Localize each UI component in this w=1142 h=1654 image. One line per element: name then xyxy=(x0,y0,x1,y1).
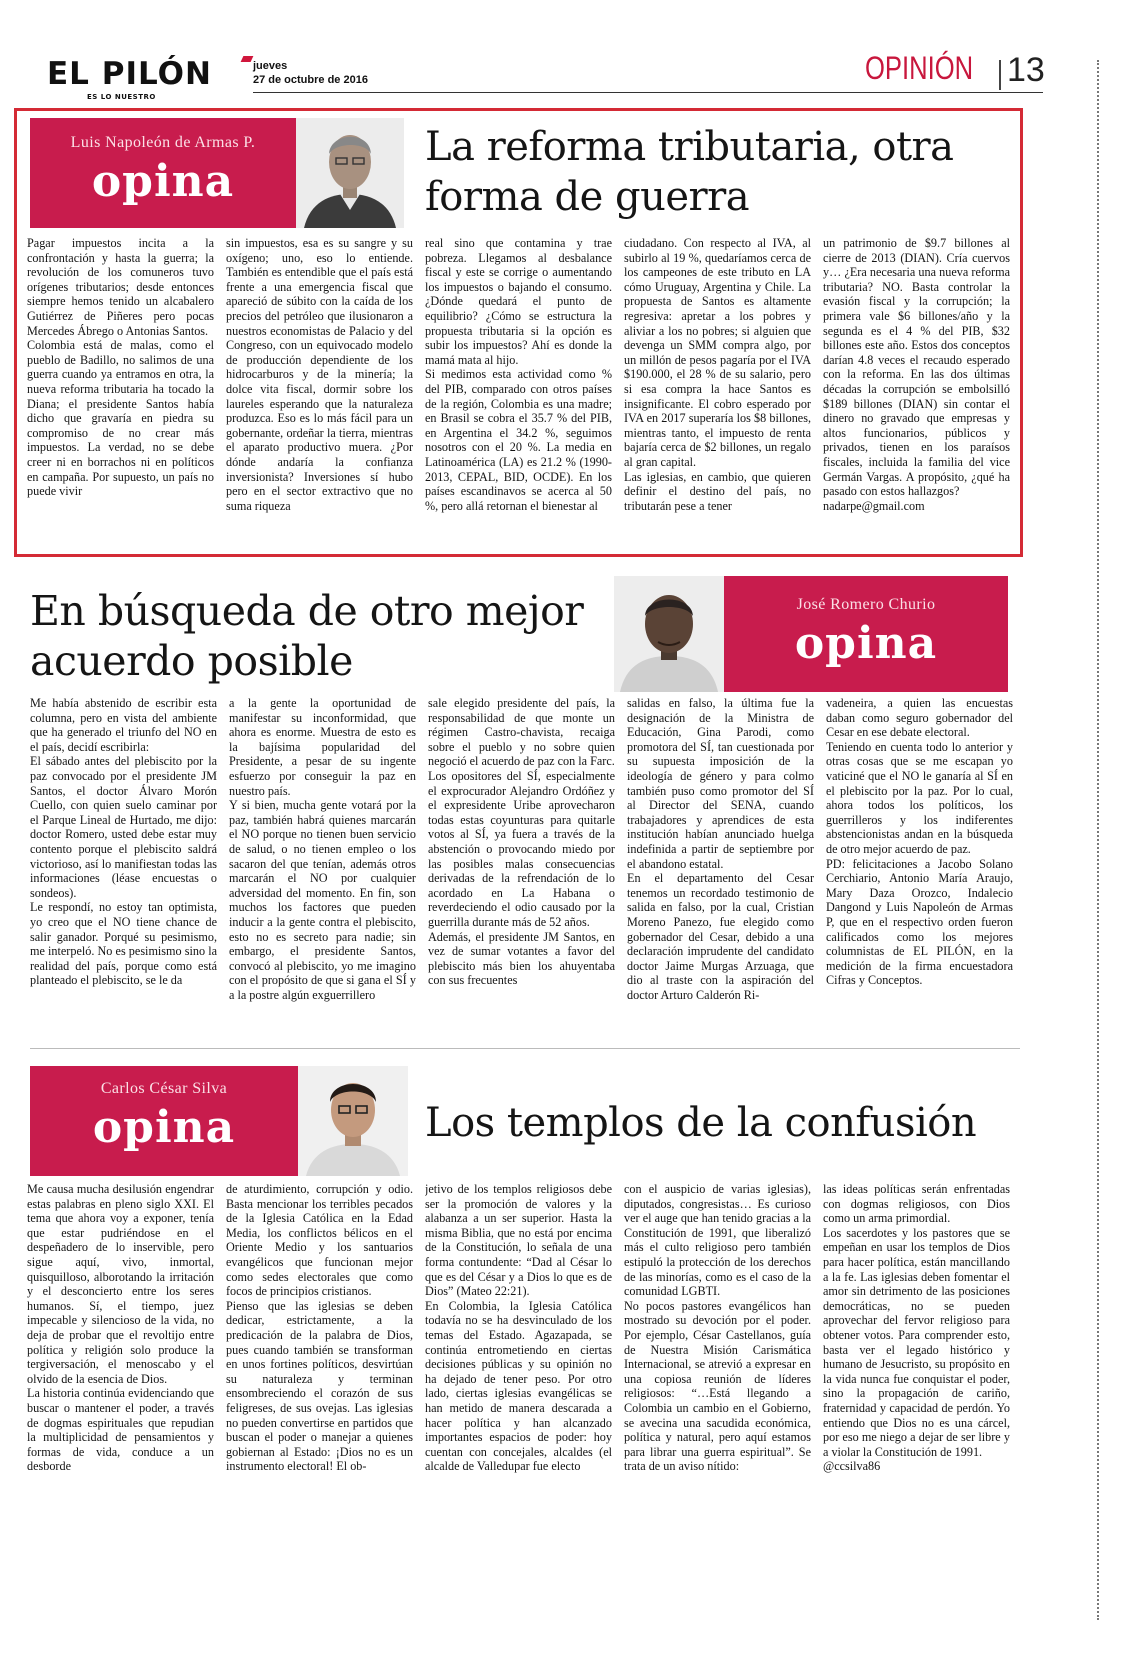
article-column: de aturdimiento, corrupción y odio. Basta mencionar los terribles pecados de la Iglesia Católica en la Edad Media, los conflictos bélicos en el Oriente Medio y los santuarios evangélicos que funcionan mejor como sedes electorales que como focos de principios cristianos. Pienso que las iglesias se deben dedicar, estrictamente, a la predicación de la palabra de Dios, pues cuando también se transforman en unos fortines políticos, desvirtúan su naturaleza y terminan ensombreciendo el corazón de sus feligreses, de sus ovejas. Las iglesias no pueden convertirse en partidos que buscan el poder o manejar a quienes gobiernan al Estado: ¡Dios no es un instrumento electoral! El ob- xyxy=(226,1182,413,1474)
masthead xyxy=(45,52,1045,102)
article-column: jetivo de los templos religiosos debe ser la promoción de valores y la alabanza a un ser superior. Hasta la misma Biblia, que no está por encima de la Constitución, lo señala de una forma contundente: “Dad al César lo que es del César y a Dios lo que es de Dios” (Mateo 22:21). En Colombia, la Iglesia Católica todavía no se ha desvinculado de los temas del Estado. Agazapada, se continúa entrometiendo en ciertas decisiones públicas y su opinión no ha dejado de tener peso. Por otro lado, ciertas iglesias evangélicas se han metido de manera descarada a hacer política y han alcanzado importantes espacios de poder: hoy cuentan con concejales, alcaldes (el alcalde de Valledupar fue electo xyxy=(425,1182,612,1474)
article-headline: Los templos de la confusión xyxy=(425,1100,977,1146)
article-body-1 xyxy=(27,236,1010,546)
author-photo xyxy=(296,118,404,228)
article-column: sale elegido presidente del país, la responsabilidad de que monte un régimen Castro-chavista, recaiga sobre el pueblo y no sobre quien negoció el acuerdo de paz con la Farc. Los opositores del SÍ, especialmente el exprocurador Alejandro Ordóñez y el expresidente Uribe aprovecharon todas estas coyunturas para quitarle votos al SÍ, ya fuera a través de la abstención o provocando miedo por las posibles malas consecuencias derivadas de la refrendación de lo acordado en La Habana o reverdeciendo el odio causado por la guerrilla durante más de 52 años. Además, el presidente JM Santos, en vez de sumar votantes a favor del plebiscito más bien los ahuyentaba con sus frecuentes xyxy=(428,696,615,988)
article-column: Pagar impuestos incita a la confrontación y hasta la guerra; la revolución de los comuneros tuvo orígenes tributarios; desde entonces siempre hemos tenido un alcabalero Gutiérrez de Piñeres pero pocas Mercedes Ábrego o Antonias Santos. Colombia está de malas, como el pueblo de Badillo, no salimos de una guerra cuando ya entramos en otra, la nueva reforma tributaria ha tocado la Diana; el presidente Santos había dicho que gravaría en piedra su compromiso de no crear más impuestos. La verdad, no se debe creer ni en borrachos ni en políticos en campaña. Por supuesto, un país no puede vivir xyxy=(27,236,214,499)
article-body-2 xyxy=(30,696,1013,1036)
author-name: Carlos César Silva xyxy=(100,1080,228,1097)
page-edge-dotted-line xyxy=(1097,60,1099,1620)
article-column: un patrimonio de $9.7 billones al cierre de 2013 (DIAN). Cría cuervos y… ¿Era necesaria una nueva reforma tributaria? NO. Basta controlar la evasión fiscal y la corrupción; la primera vale $6 billones/año y la segunda es el 4 % del PIB, $32 billones este año. Estos dos conceptos darían 4.8 veces el recaudo esperado con la reforma. En las dos últimas décadas la corrupción se embolsilló $189 billones (DIAN) sin contar el dinero no gravado que empresas y altos funcionarios, públicos y privados, tienen en los paraísos fiscales, incluida la familia del vice Germán Vargas. A propósito, ¿qué ha pasado con estos hallazgos? nadarpe@gmail.com xyxy=(823,236,1010,513)
section-divider xyxy=(30,1048,1020,1049)
issue-day: jueves xyxy=(253,60,288,72)
article-headline: En búsqueda de otro mejor acuerdo posible xyxy=(30,587,584,685)
author-photo xyxy=(298,1066,408,1176)
newspaper-logo: EL PILÓN xyxy=(47,56,212,92)
author-name: Luis Napoleón de Armas P. xyxy=(70,134,256,151)
article-column: a la gente la oportunidad de manifestar su inconformidad, que ahora es enorme. Muestra de esto es la bajísima popularidad del Presidente, a pesar de su ingente esfuerzo por conseguir la paz en nuestro país. Y si bien, mucha gente votará por la paz, también habrá quienes marcarán el NO porque no tienen buen servicio de salud, o no tienen empleo o los sacaron del que tenían, además otros marcarán el NO por cualquier adversidad del momento. En fin, son muchos los factores que pueden inducir a la gente contra el plebiscito, esto no es secreto para nadie; sin embargo, el presidente Santos, convocó al plebiscito, yo me imagino con el propósito de que si gana el SÍ y a la postre algún exguerrillero xyxy=(229,696,416,1002)
opina-banner-1 xyxy=(30,118,296,228)
author-name: José Romero Churio xyxy=(796,596,936,613)
opina-banner-2 xyxy=(724,576,1008,692)
article-column: sin impuestos, esa es su sangre y su oxígeno; uno, eso lo entiende. También es entendible que el país está frente a una emergencia fiscal que apareció de súbito con la caída de los precios del petróleo que ilusionaron a nuestros economistas de Palacio y del Congreso, con un equivocado modelo de producción dependiente de los hidrocarburos y de la minería; la dolce vita fiscal, dormir sobre los laureles esperando que la naturaleza produzca. Eso es lo más fácil para un gobernante, ordeñar la tierra, mientras el aparato productivo muera. ¿Por dónde andaría la confianza inversionista? Inversiones sí hubo pero en el sector extractivo que no suma riqueza xyxy=(226,236,413,513)
logo-accent-mark xyxy=(241,56,254,62)
article-body-3 xyxy=(27,1182,1010,1512)
opina-banner-3 xyxy=(30,1066,298,1176)
header-rule xyxy=(253,92,1043,93)
section-name: OPINIÓN xyxy=(865,50,974,86)
opina-label: opina xyxy=(91,156,235,207)
section-separator xyxy=(999,60,1001,90)
article-column: con el auspicio de varias iglesias), diputados, congresistas… Es curioso ver el auge que han tenido gracias a la Constitución de 1991, que liberalizó más el culto religioso pero también estipuló la protección de los derechos de las minorías, como es el caso de la comunidad LGBTI. No pocos pastores evangélicos han mostrado su devoción por el poder. Por ejemplo, César Castellanos, guía de Nuestra Misión Carismática Internacional, se atrevió a expresar en una copiosa reunión de líderes religiosos: “…Está llegando a Colombia un cambio en el Gobierno, se avecina una sacudida económica, política y natural, pero aquí estamos para librar una guerra espiritual”. Se trata de un aviso nítido: xyxy=(624,1182,811,1474)
article-column: las ideas políticas serán enfrentadas con dogmas religiosos, con Dios como un arma primordial. Los sacerdotes y los pastores que se empeñan en usar los templos de Dios para hacer política, están mancillando a la fe. Las iglesias deben fomentar el amor sin detrimento de las posiciones democráticas, no se pueden aprovechar del fervor religioso para obtener votos. Para comprender esto, basta ver el legado histórico y humano de Jesucristo, su propósito en la vida nunca fue conquistar el poder, sino la propagación de cariño, fraternidad y capacidad de perdón. Yo entiendo que Dios no es una cárcel, por eso me niego a dejar de ser libre y a violar la Constitución de 1991. @ccsilva86 xyxy=(823,1182,1010,1474)
logo-tagline: ES LO NUESTRO xyxy=(87,93,156,101)
opina-label: opina xyxy=(92,1102,236,1153)
article-headline: La reforma tributaria, otra forma de guerra xyxy=(425,124,954,220)
issue-date: 27 de octubre de 2016 xyxy=(253,74,368,86)
article-column: Me había abstenido de escribir esta columna, pero en vista del ambiente que ha generado el triunfo del NO en el país, decidí escribirla: El sábado antes del plebiscito por la paz convocado por el presidente JM Santos, el doctor Álvaro Morón Cuello, con quien suelo caminar por el Parque Lineal de Hurtado, me dijo: doctor Romero, usted debe estar muy contento porque el plebiscito saldrá victorioso, así lo manifiestan todas las informaciones (léase encuestas o sondeos). Le respondí, no estoy tan optimista, yo creo que el NO tiene chance de salir ganador. Porqué su pesimismo, me interpeló. No es pesimismo sino la realidad del país, porque como está planteado el plebiscito, se le da xyxy=(30,696,217,988)
opina-label: opina xyxy=(794,618,938,669)
article-column: salidas en falso, la última fue la designación de la Ministra de Educación, Gina Parodi, como promotora del SÍ, tan cuestionada por su supuesta imposición de la ideología de género y para colmo también puso como promotor del SÍ al Director del SENA, cuando trabajadores y aprendices de esta institución habían anunciado huelga indefinida a partir de septiembre por el abandono estatal. En el departamento del Cesar tenemos un recordado testimonio de salida en falso, por la cual, Cristian Moreno Panezo, fue elegido como gobernador del Cesar, debido a una declaración imprudente del candidato doctor Jaime Murgas Arzuaga, que dio al traste con la aspiración del doctor Arturo Calderón Ri- xyxy=(627,696,814,1002)
article-column: vadeneira, a quien las encuestas daban como seguro gobernador del Cesar en ese debate electoral. Teniendo en cuenta todo lo anterior y otras cosas que se me escapan yo vaticiné que el NO le ganaría al SÍ en el plebiscito por la paz. Por lo cual, ahora todos los políticos, los guerrilleros y los indiferentes abstencionistas andan en la búsqueda de otro mejor acuerdo de paz. PD: felicitaciones a Jacobo Solano Cerchiario, Antonio María Araujo, Mary Daza Orozco, Indalecio Dangond y Luis Napoleón de Armas P, que en el respectivo orden fueron calificados como los mejores columnistas de EL PILÓN, en la medición de la firma encuestadora Cifras y Conceptos. xyxy=(826,696,1013,988)
article-column: Me causa mucha desilusión engendrar estas palabras en pleno siglo XXI. El tema que ahora voy a exponer, tenía que estar pudriéndose en el despeñadero de lo inservible, pero sigue aquí, vivo, inmortal, quisquilloso, alborotando la irritación y el desconcierto entre los seres humanos. Sí, el tiempo, juez impecable y silencioso de la vida, no deja de probar que el revoltijo entre política y religión solo produce la tergiversación, el menoscabo y el olvido de la esencia de Dios. La historia continúa evidenciando que buscar o mantener el poder, a través de dogmas espirituales que repudian la multiplicidad de pensamientos y formas de vida, conduce a un desborde xyxy=(27,1182,214,1474)
article-column: ciudadano. Con respecto al IVA, al subirlo al 19 %, quedaríamos cerca de los campeones de este tributo en LA cómo Uruguay, Argentina y Chile. La propuesta de Santos es altamente regresiva: apretar a los pobres y aliviar a los no pobres; si alguien que devenga un SMM compra algo, por un millón de pesos pagaría por el IVA $190.000, el 28 % de su salario, pero si esa compra la hace Santos es insignificante. El cobro esperado por IVA en 2017 superaría los $8 billones, mientras tanto, el impuesto de renta bajaría cerca de $2 billones, un regalo al gran capital. Las iglesias, en cambio, que quieren definir el destino del país, no tributarán pese a tener xyxy=(624,236,811,513)
author-photo xyxy=(614,576,724,692)
article-column: real sino que contamina y trae pobreza. Llegamos al desbalance fiscal y este se corrige o aumentando los impuestos o bajando el consumo. ¿Dónde quedará el punto de equilibrio? ¿Cómo se estructura la propuesta tributaria si la opción es subir los impuestos? Ahí es donde la mamá mata al hijo. Si medimos esta actividad como % del PIB, comparado con otros países de la región, Colombia es una madre; en Brasil se cobra el 35.7 % del PIB, en Argentina el 34.2 %, seguimos nosotros con el 20 %. La media en Latinoamérica (LA) es 21.2 % (1990-2013, CEPAL, BID, OCDE). En los países escandinavos se acerca al 50 %, pero allá retornan el bienestar al xyxy=(425,236,612,513)
page-number: 13 xyxy=(1007,51,1045,89)
